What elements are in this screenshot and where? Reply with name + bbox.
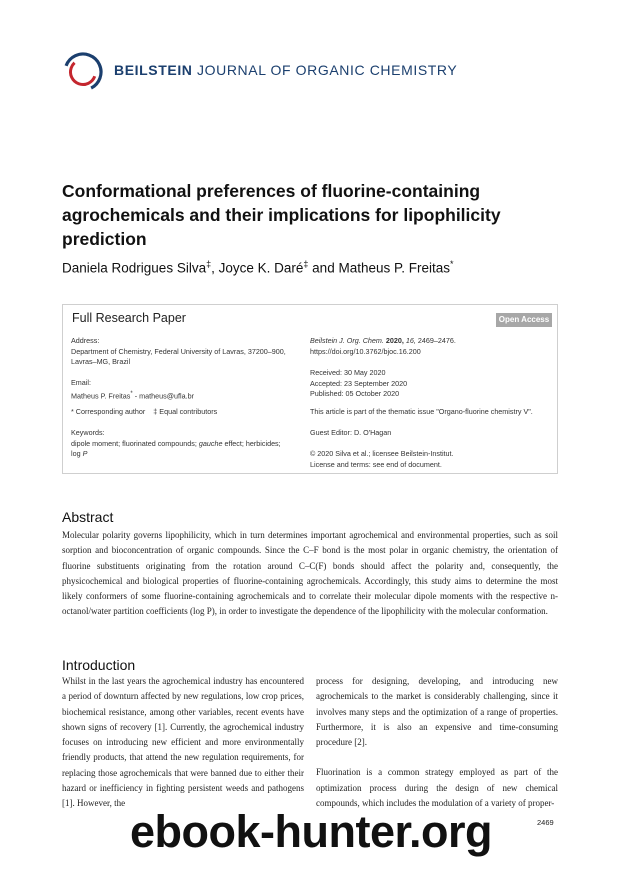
- published-date: Published: 05 October 2020: [310, 389, 400, 399]
- email-mark: *: [130, 390, 133, 397]
- author-separator: and: [308, 260, 339, 276]
- author-mark: ‡: [303, 259, 309, 269]
- keyword-italic: gauche: [198, 438, 223, 448]
- keyword-text: dipole moment; fluorinated compounds;: [71, 438, 199, 448]
- copyright: © 2020 Silva et al.; licensee Beilstein-Institut.: [310, 449, 454, 458]
- abstract-body: Molecular polarity governs lipophilicity, which in turn determines important agrochemical and environmental properties, such as soil sorption and bioconcentration of organic compounds. Since the C–F bond is the most polar in organic chemistry, the orientation of fluorine substituents originating from the rotation around C–C(F) bonds should affect the polarity and, consequently, the physicochemical and biological properties of fluorine-containing agrochemicals. Accordingly, this study aims to determine the most likely conformers of some fluorine-containing agrochemicals and to correlate their molecular dipole moments with the respective n-octanol/water partition coefficients (log P), in order to investigate the dependence of the lipophilicity with the molecular conformation.: [62, 530, 558, 617]
- received-date: Received: 30 May 2020: [310, 368, 386, 377]
- guest-editor: Guest Editor: D. O'Hagan: [310, 428, 392, 437]
- keywords-line: [71, 449, 301, 460]
- journal-name-rest: JOURNAL OF ORGANIC CHEMISTRY: [197, 62, 458, 78]
- watermark: ebook-hunter.org: [130, 806, 492, 857]
- author-separator: ,: [211, 260, 219, 276]
- author-name: Joyce K. Daré: [218, 260, 304, 276]
- accepted-date: Accepted: 23 September 2020: [310, 378, 408, 388]
- citation-line: [310, 336, 555, 347]
- address-line: Department of Chemistry, Federal University of Lavras, 37200–900,: [71, 346, 286, 356]
- license: License and terms: see end of document.: [310, 459, 442, 469]
- journal-name-bold: BEILSTEIN: [114, 62, 193, 78]
- intro-paragraph: process for designing, developing, and introducing new agrochemicals to the market is considerably challenging, since it involves many steps and the optimization of a range of properties. Furthermore, it is also an expensive and time-consuming procedure [2].: [316, 676, 558, 748]
- address-block: [71, 336, 301, 368]
- keywords-label: Keywords:: [71, 428, 105, 437]
- email-line: [71, 389, 301, 402]
- page-number: 2469: [537, 818, 554, 827]
- keywords-line: [71, 439, 301, 450]
- footnote: * Corresponding author ‡ Equal contributors: [71, 407, 218, 416]
- article-info-box: [62, 304, 558, 474]
- article-title: Conformational preferences of fluorine-containing agrochemicals and their implications for lipophilicity prediction: [62, 181, 501, 249]
- author-name: Daniela Rodrigues Silva: [62, 260, 207, 276]
- journal-logo-icon: [62, 51, 104, 93]
- intro-paragraph: Fluorination is a common strategy employed as part of the optimization process during the design of new chemical compounds, which includes the modulation of a variety of proper-: [316, 767, 558, 809]
- journal-name: [114, 62, 457, 78]
- citation-year: 2020,: [385, 336, 404, 345]
- open-access-badge: Open Access: [496, 313, 552, 327]
- address-label: Address:: [71, 336, 100, 345]
- dates-block: [310, 368, 555, 400]
- email-address[interactable]: - matheus@ufla.br: [132, 390, 194, 400]
- citation-journal: Beilstein J. Org. Chem.: [310, 336, 384, 345]
- email-author: Matheus P. Freitas: [71, 390, 131, 400]
- introduction-heading: Introduction: [62, 657, 136, 673]
- doi-link[interactable]: https://doi.org/10.3762/bjoc.16.200: [310, 346, 421, 356]
- thematic-issue: This article is part of the thematic issue "Organo-fluorine chemistry V".: [310, 407, 533, 416]
- intro-column-right: [316, 674, 558, 811]
- keyword-text: log: [71, 449, 83, 459]
- keyword-text: effect; herbicides;: [222, 438, 281, 448]
- citation-pages: 2469–2476.: [415, 336, 456, 345]
- license-block: [310, 449, 555, 470]
- keywords-block: [71, 428, 301, 460]
- address-line: Lavras–MG, Brazil: [71, 357, 131, 367]
- citation-block: [310, 336, 555, 357]
- email-label: Email:: [71, 378, 91, 387]
- author-mark: *: [450, 259, 454, 269]
- keyword-italic: P: [82, 449, 88, 459]
- email-block: [71, 378, 301, 402]
- author-list: [62, 259, 454, 276]
- intro-column-left: Whilst in the last years the agrochemical industry has encountered a period of downturn affected by new regulations, low crop prices, biochemical resistance, among other variables, recent events have shown signs of recovery [1]. Currently, the agrochemical industry focuses on introducing new efficient and more environmentally friendly products, that attend the new regulation requirements, for replacing those agrochemicals that were banned due to either their hazard or inefficiency in fighting persistent weeds and pathogens [1]. However, the: [62, 676, 304, 809]
- citation-volume: 16,: [405, 336, 416, 345]
- author-mark: ‡: [206, 259, 212, 269]
- abstract-heading: Abstract: [62, 509, 114, 525]
- author-name: Matheus P. Freitas: [338, 260, 451, 276]
- paper-type: Full Research Paper: [72, 311, 186, 325]
